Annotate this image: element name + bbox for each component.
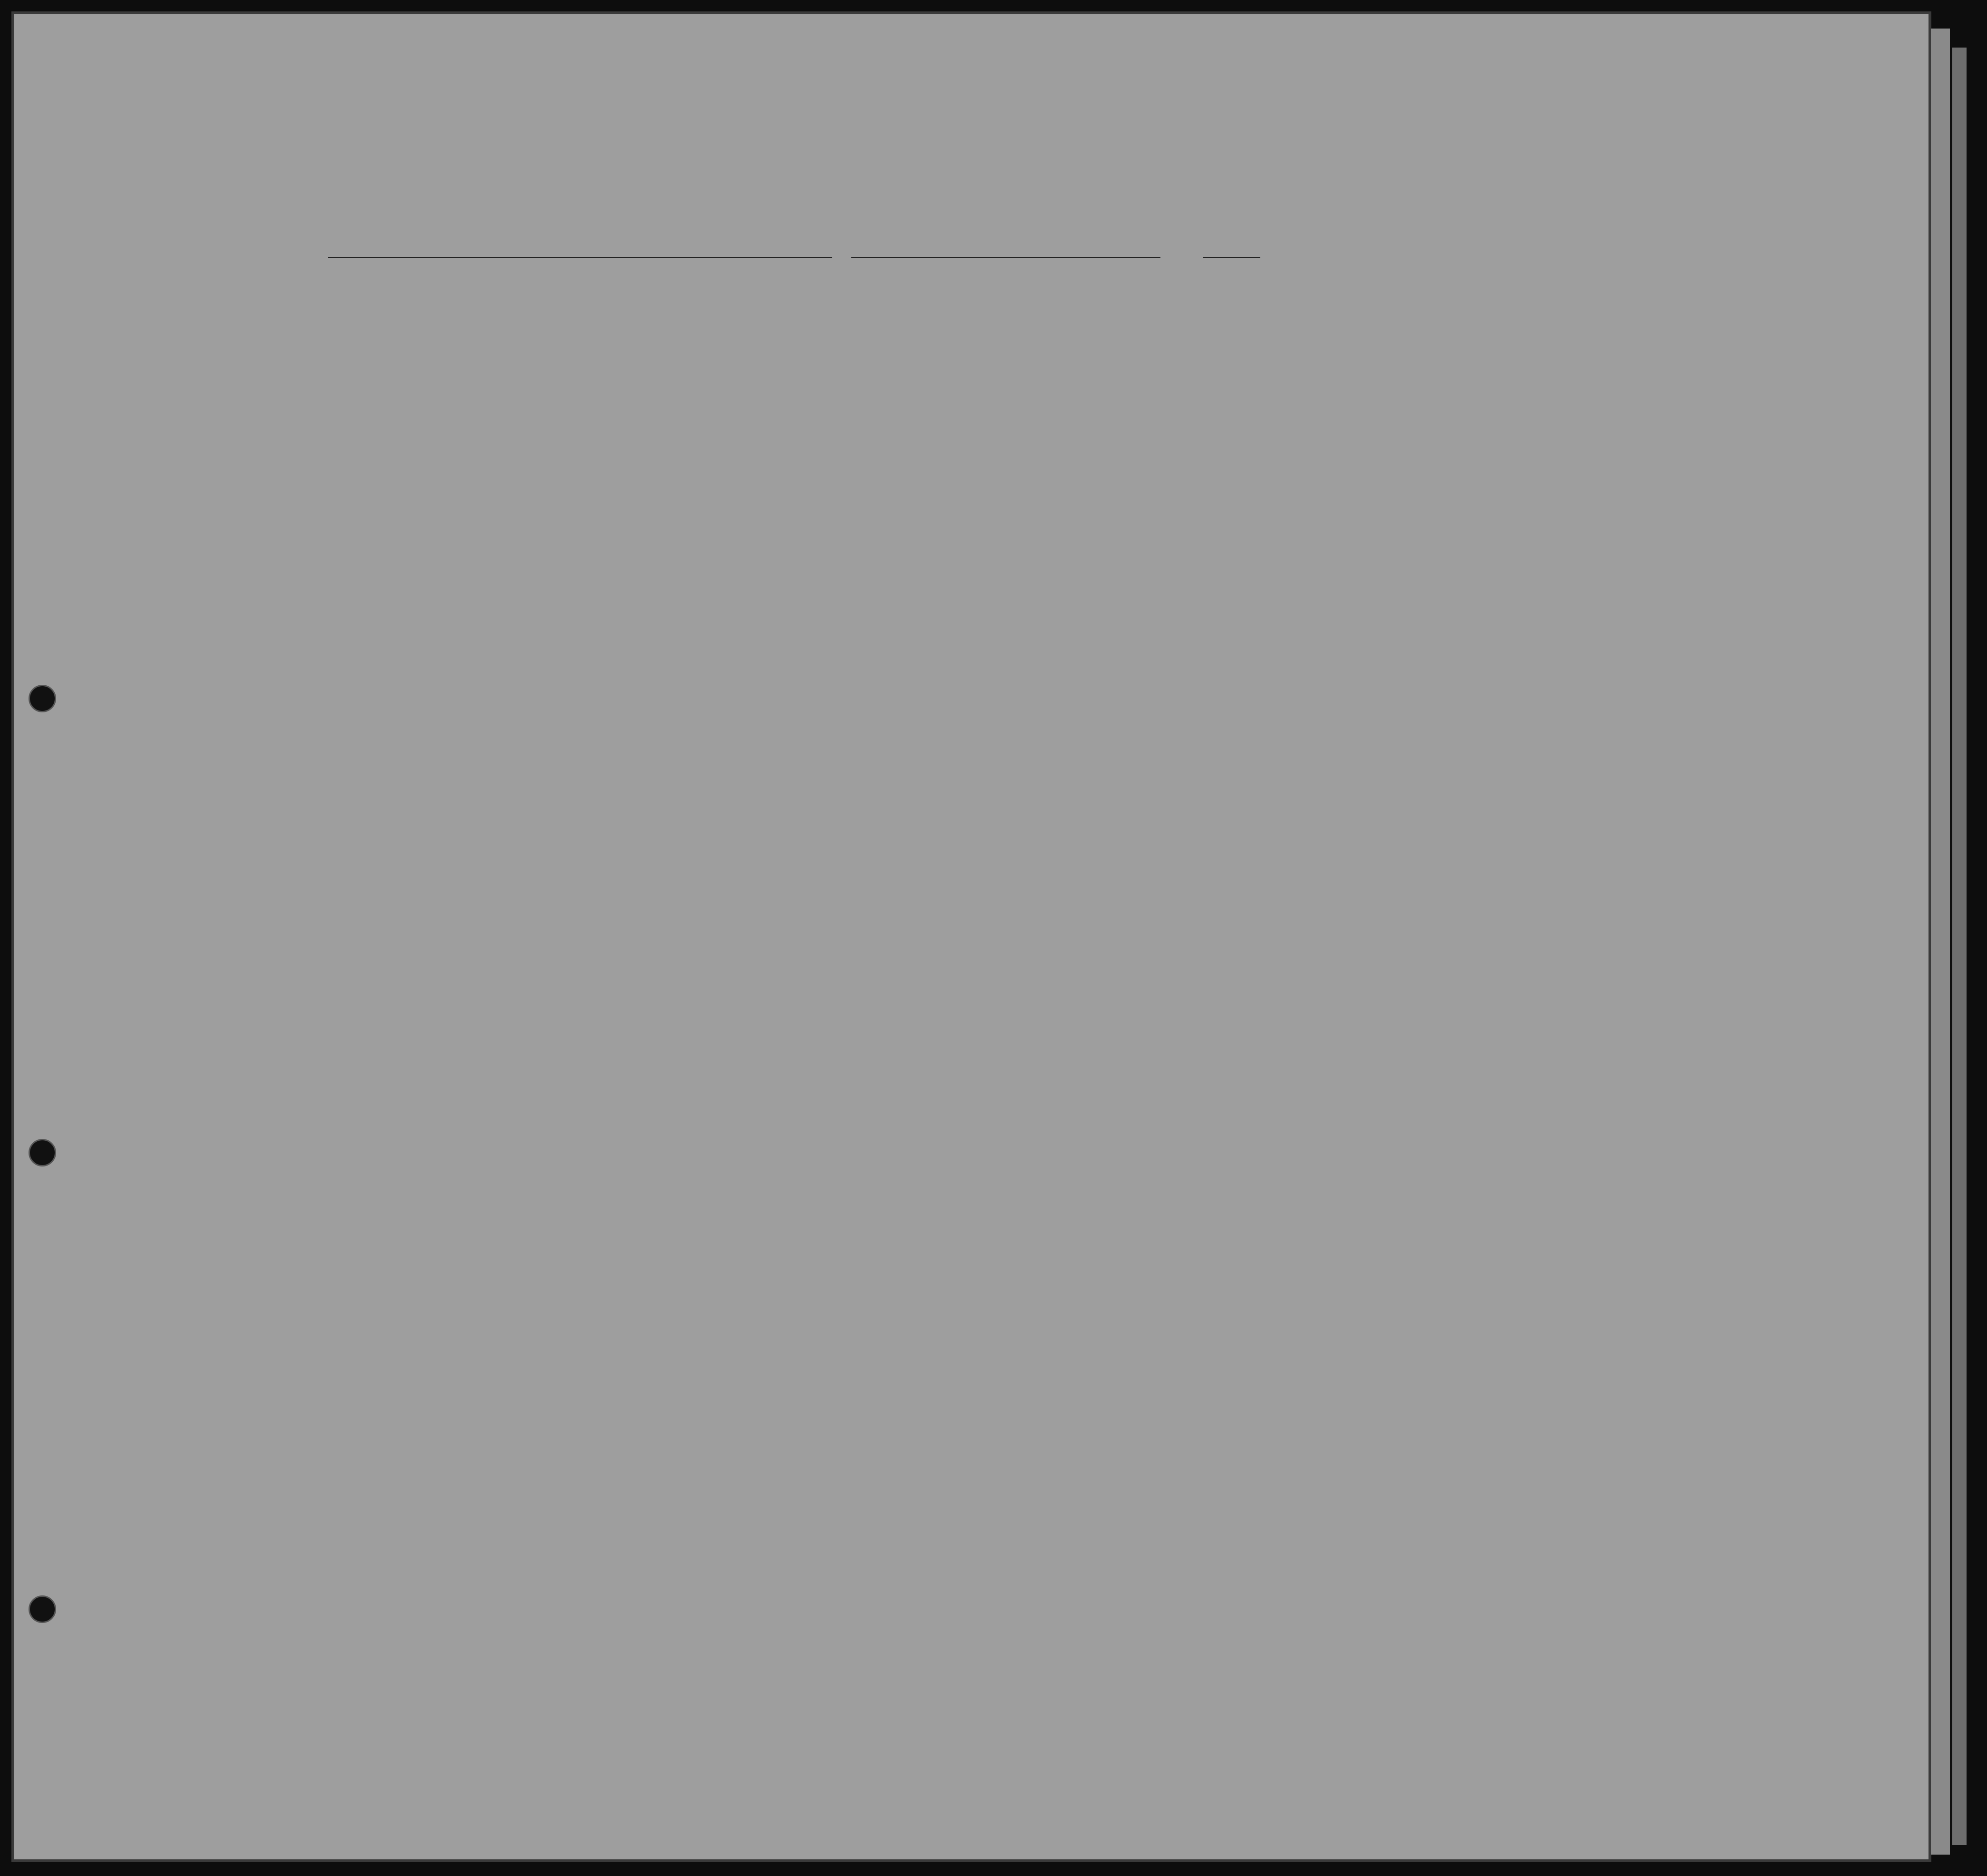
page-edge [1931, 29, 1950, 1855]
binding-hole [29, 1139, 56, 1166]
binding-hole [29, 1595, 56, 1623]
date-underline [851, 257, 1160, 258]
year-underline [1203, 257, 1260, 258]
binding-hole [29, 685, 56, 712]
port-underline [328, 257, 832, 258]
manifest-sheet [14, 14, 1929, 1859]
page-edge [1952, 48, 1967, 1845]
